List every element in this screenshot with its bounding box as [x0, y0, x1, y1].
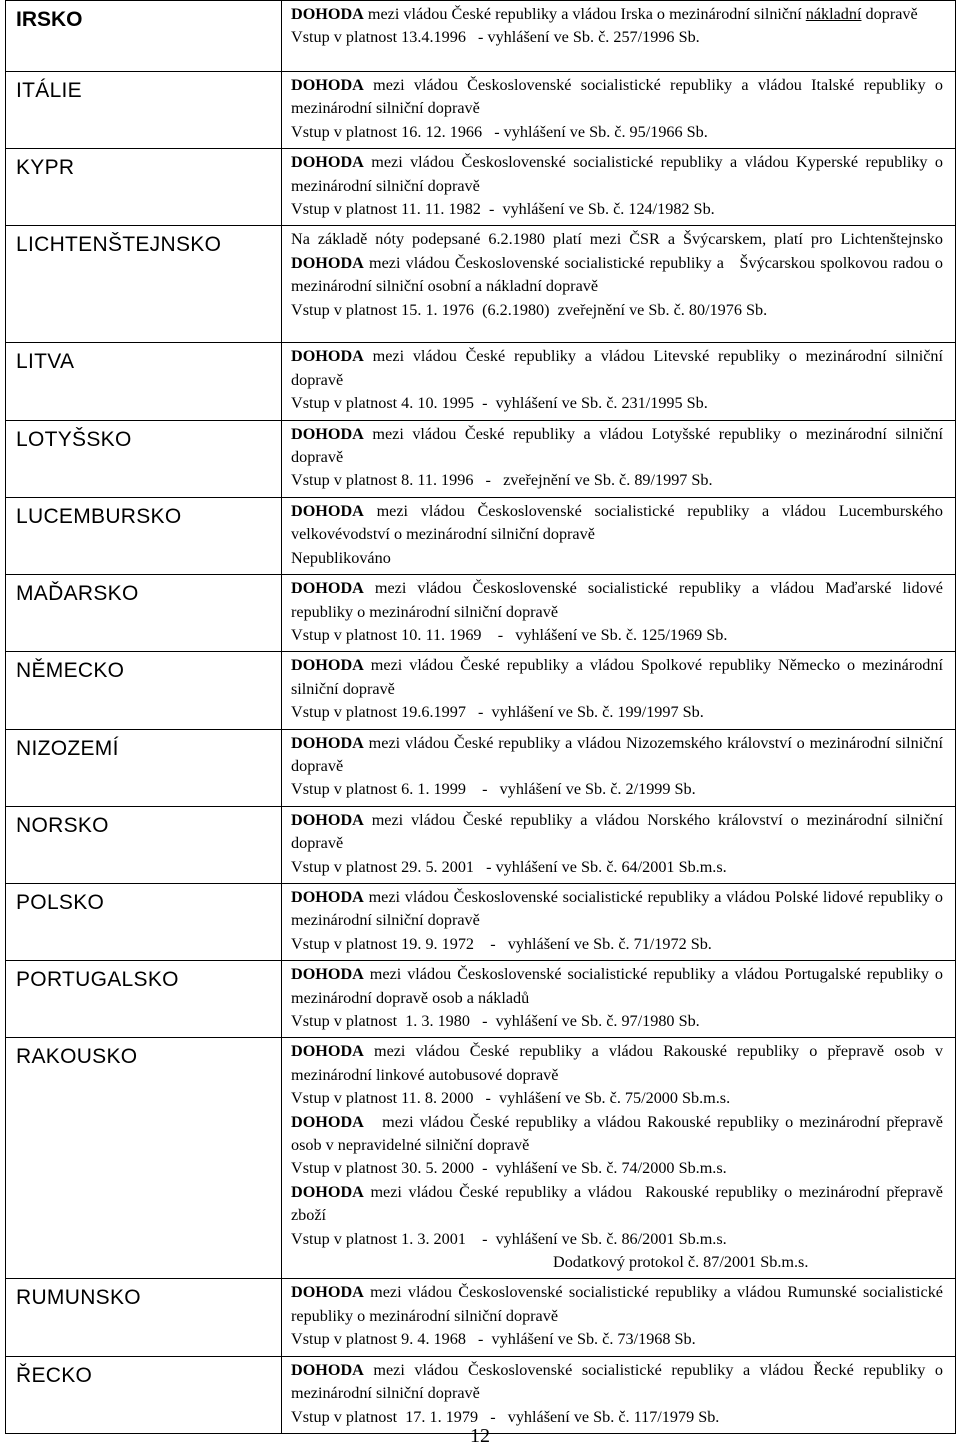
table-row	[6, 343, 956, 420]
page-number: 12	[470, 1425, 490, 1447]
agreement-text-cell: DOHODA mezi vládou Československé socialistické republiky a vládou Maďarské lidové republiky o mezinárodní silniční dopravě Vstup v platnost 10. 11. 1969 - vyhlášení ve Sb. č. 125/1969 Sb.	[282, 575, 956, 652]
country-cell: IRSKO	[6, 1, 282, 72]
country-cell: ITÁLIE	[6, 72, 282, 149]
agreement-text-cell: DOHODA mezi vládou Československé socialistické republiky a vládou Řecké republiky o mezinárodní silniční dopravě Vstup v platnost 17. 1. 1979 - vyhlášení ve Sb. č. 117/1979 Sb.	[282, 1356, 956, 1433]
agreement-text-cell: DOHODA mezi vládou České republiky a vládou Nizozemského království o mezinárodní silniční dopravě Vstup v platnost 6. 1. 1999 - vyhlášení ve Sb. č. 2/1999 Sb.	[282, 729, 956, 806]
country-cell: LITVA	[6, 343, 282, 420]
country-cell: LOTYŠSKO	[6, 420, 282, 497]
country-cell: NORSKO	[6, 806, 282, 883]
country-cell: ŘECKO	[6, 1356, 282, 1433]
agreements-table	[5, 0, 956, 1434]
agreement-text-cell: DOHODA mezi vládou Československé socialistické republiky a vládou Rumunské socialistické republiky o mezinárodní silniční dopravě Vstup v platnost 9. 4. 1968 - vyhlášení ve Sb. č. 73/1968 Sb.	[282, 1279, 956, 1356]
country-cell: MAĎARSKO	[6, 575, 282, 652]
agreement-text-cell: DOHODA mezi vládou Československé socialistické republiky a vládou Polské lidové republiky o mezinárodní silniční dopravě Vstup v platnost 19. 9. 1972 - vyhlášení ve Sb. č. 71/1972 Sb.	[282, 883, 956, 960]
table-row	[6, 575, 956, 652]
table-row	[6, 420, 956, 497]
country-cell: PORTUGALSKO	[6, 961, 282, 1038]
country-cell: LUCEMBURSKO	[6, 497, 282, 574]
agreements-table-body	[6, 1, 956, 1434]
agreement-text-cell: DOHODA mezi vládou České republiky a vládou Litevské republiky o mezinárodní silniční dopravě Vstup v platnost 4. 10. 1995 - vyhlášení ve Sb. č. 231/1995 Sb.	[282, 343, 956, 420]
agreement-text-cell: DOHODA mezi vládou České republiky a vládou Spolkové republiky Německo o mezinárodní silniční dopravě Vstup v platnost 19.6.1997 - vyhlášení ve Sb. č. 199/1997 Sb.	[282, 652, 956, 729]
country-cell: NIZOZEMÍ	[6, 729, 282, 806]
country-cell: LICHTENŠTEJNSKO	[6, 226, 282, 343]
table-row	[6, 226, 956, 343]
agreement-text-cell: Na základě nóty podepsané 6.2.1980 platí mezi ČSR a Švýcarskem, platí pro Lichtenštejnsko DOHODA mezi vládou Československé socialistické republiky a Švýcarskou spolkovou radou o mezinárodní silniční osobní a nákladní dopravě Vstup v platnost 15. 1. 1976 (6.2.1980) zveřejnění ve Sb. č. 80/1976 Sb.	[282, 226, 956, 343]
table-row	[6, 1, 956, 72]
table-row	[6, 806, 956, 883]
country-cell: KYPR	[6, 149, 282, 226]
table-row	[6, 1356, 956, 1433]
country-cell: RUMUNSKO	[6, 1279, 282, 1356]
agreement-text-cell: DOHODA mezi vládou České republiky a vládou Lotyšské republiky o mezinárodní silniční dopravě Vstup v platnost 8. 11. 1996 - zveřejnění ve Sb. č. 89/1997 Sb.	[282, 420, 956, 497]
table-row	[6, 729, 956, 806]
country-cell: RAKOUSKO	[6, 1038, 282, 1279]
table-row	[6, 961, 956, 1038]
table-row	[6, 1279, 956, 1356]
agreement-text-cell: DOHODA mezi vládou Československé socialistické republiky a vládou Lucemburského velkovévodství o mezinárodní silniční dopravě Nepublikováno	[282, 497, 956, 574]
agreement-text-cell: DOHODA mezi vládou Československé socialistické republiky a vládou Kyperské republiky o mezinárodní silniční dopravě Vstup v platnost 11. 11. 1982 - vyhlášení ve Sb. č. 124/1982 Sb.	[282, 149, 956, 226]
agreement-text-cell: DOHODA mezi vládou Československé socialistické republiky a vládou Italské republiky o mezinárodní silniční dopravě Vstup v platnost 16. 12. 1966 - vyhlášení ve Sb. č. 95/1966 Sb.	[282, 72, 956, 149]
table-row	[6, 652, 956, 729]
table-row	[6, 1038, 956, 1279]
table-row	[6, 883, 956, 960]
agreement-text-cell: DOHODA mezi vládou České republiky a vládou Irska o mezinárodní silniční nákladní dopravě Vstup v platnost 13.4.1996 - vyhlášení ve Sb. č. 257/1996 Sb.	[282, 1, 956, 72]
table-row	[6, 497, 956, 574]
table-row	[6, 72, 956, 149]
table-row	[6, 149, 956, 226]
country-cell: NĚMECKO	[6, 652, 282, 729]
agreement-text-cell: DOHODA mezi vládou Československé socialistické republiky a vládou Portugalské republiky o mezinárodní dopravě osob a nákladů Vstup v platnost 1. 3. 1980 - vyhlášení ve Sb. č. 97/1980 Sb.	[282, 961, 956, 1038]
agreement-text-cell: DOHODA mezi vládou České republiky a vládou Norského království o mezinárodní silniční dopravě Vstup v platnost 29. 5. 2001 - vyhlášení ve Sb. č. 64/2001 Sb.m.s.	[282, 806, 956, 883]
country-cell: POLSKO	[6, 883, 282, 960]
agreement-text-cell: DOHODA mezi vládou České republiky a vládou Rakouské republiky o přepravě osob v mezinárodní linkové autobusové dopravě Vstup v platnost 11. 8. 2000 - vyhlášení ve Sb. č. 75/2000 Sb.m.s. DOHODA mezi vládou České republiky a vládou Rakouské republiky o mezinárodní přepravě osob v nepravidelné silniční dopravě Vstup v platnost 30. 5. 2000 - vyhlášení ve Sb. č. 74/2000 Sb.m.s. DOHODA mezi vládou České republiky a vládou Rakouské republiky o mezinárodní přepravě zboží Vstup v platnost 1. 3. 2001 - vyhlášení ve Sb. č. 86/2001 Sb.m.s. Dodatkový protokol č. 87/2001 Sb.m.s.	[282, 1038, 956, 1279]
